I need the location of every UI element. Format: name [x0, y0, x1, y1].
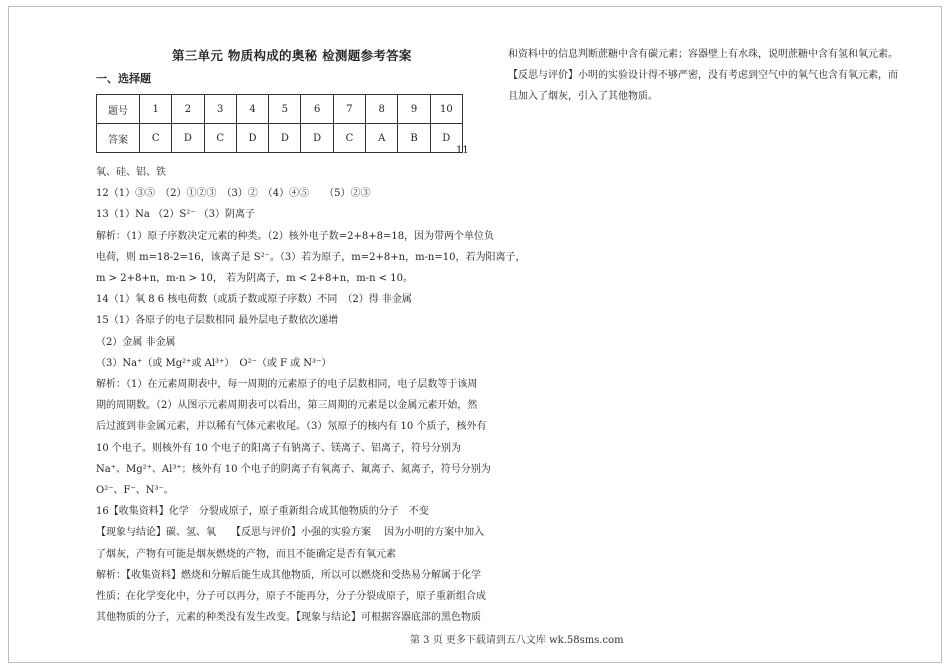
section-heading-choice: 一、选择题 — [96, 72, 151, 85]
text-line: 氧、硅、铝、铁 — [96, 167, 166, 178]
text-line: 和资料中的信息判断蔗糖中含有碳元素；容器壁上有水珠，说明蔗糖中含有氢和氧元素。 — [508, 49, 898, 60]
question-number: 6 — [301, 95, 333, 124]
text-line: 后过渡到非金属元素，并以稀有气体元素收尾。（3）氖原子的核内有 10 个质子，核外有 — [96, 421, 487, 433]
page-footer: 第 3 页 更多下载请到五八文库 wk.58sms.com — [410, 635, 624, 646]
answer-cell: D — [172, 124, 204, 153]
text-line: 解析：（1）在元素周期表中，每一周期的元素原子的电子层数相同，电子层数等于该周 — [96, 379, 478, 391]
text-line: 13（1）Na （2）S²⁻ （3）阴离子 — [96, 209, 256, 221]
row-header: 答案 — [97, 124, 140, 153]
text-line: 且加入了烟灰，引入了其他物质。 — [508, 91, 658, 103]
question-number: 4 — [236, 95, 268, 124]
text-line: 16【收集资料】化学 分裂成原子，原子重新组合成其他物质的分子 不变 — [96, 506, 429, 518]
answer-cell: A — [366, 124, 398, 153]
text-line: m > 2+8+n，m-n > 10， 若为阴离子，m < 2+8+n，m-n < 10。 — [96, 273, 413, 285]
answer-cell: D — [430, 124, 462, 153]
text-line: 10 个电子。则核外有 10 个电子的阳离子有钠离子、镁离子、铝离子，符号分别为 — [96, 442, 461, 454]
question-number: 2 — [172, 95, 204, 124]
text-line: 【现象与结论】碳、氢、氧 【反思与评价】小强的实验方案 因为小明的方案中加入 — [96, 527, 485, 539]
answer-cell: D — [269, 124, 301, 153]
answer-cell: D — [236, 124, 268, 153]
text-line: 了烟灰，产物有可能是烟灰燃烧的产物，而且不能确定是否有氧元素 — [96, 548, 396, 560]
text-line: 解析：【收集资料】燃烧和分解后能生成其他物质，所以可以燃烧和受热易分解属于化学 — [96, 569, 481, 581]
text-line: 其他物质的分子，元素的种类没有发生改变。【现象与结论】可根据容器底部的黑色物质 — [96, 612, 481, 624]
text-line: 15（1）各原子的电子层数相同 最外层电子数依次递增 — [96, 315, 339, 327]
text-line: 电荷，则 m=18-2=16，该离子是 S²⁻。（3）若为原子，m=2+8+n，m-n=10，若为阳离子， — [96, 251, 526, 263]
text-line: 14（1）氧 8 6 核电荷数（或质子数或原子序数）不同 （2）得 非金属 — [96, 294, 412, 306]
answer-cell: C — [140, 124, 172, 153]
answer-cell: B — [398, 124, 430, 153]
question-number: 3 — [204, 95, 236, 124]
question-number: 7 — [333, 95, 365, 124]
text-line: 12（1）③⑤ （2）①②③ （3）② （4）④⑤ （5）②③ — [96, 188, 371, 200]
answer-text-right-column — [508, 44, 898, 108]
text-line: 性质；在化学变化中，分子可以再分，原子不能再分，分子分裂成原子，原子重新组合成 — [96, 591, 486, 603]
question-number: 9 — [398, 95, 430, 124]
answer-cell: D — [301, 124, 333, 153]
row-header: 题号 — [97, 95, 140, 124]
text-line: 期的周期数。（2）从图示元素周期表可以看出，第三周期的元素是以金属元素开始，然 — [96, 400, 478, 412]
question-number: 1 — [140, 95, 172, 124]
text-line: O²⁻、F⁻、N³⁻。 — [96, 485, 174, 497]
question-number: 8 — [366, 95, 398, 124]
question-number-11: 11 — [456, 145, 469, 156]
question-number: 5 — [269, 95, 301, 124]
text-line: （3）Na⁺（或 Mg²⁺或 Al³⁺） O²⁻（或 F 或 N³⁻） — [96, 357, 332, 369]
table-row-numbers — [97, 95, 463, 124]
question-number: 10 — [430, 95, 462, 124]
text-line: （2）金属 非金属 — [96, 336, 176, 348]
text-line: 【反思与评价】小明的实验设计得不够严密，没有考虑到空气中的氧气也含有氧元素，而 — [508, 70, 898, 82]
text-line: Na⁺、Mg²⁺、Al³⁺；核外有 10 个电子的阴离子有氧离子、氟离子、氮离子，符号分别为 — [96, 463, 491, 475]
table-row-answers — [97, 124, 463, 153]
answer-text-left-column — [96, 162, 526, 628]
answer-table — [96, 94, 463, 153]
answer-cell: C — [204, 124, 236, 153]
answer-cell: C — [333, 124, 365, 153]
page-title: 第三单元 物质构成的奥秘 检测题参考答案 — [172, 48, 412, 63]
text-line: 解析：（1）原子序数决定元素的种类。（2）核外电子数=2+8+8=18，因为带两个单位负 — [96, 230, 495, 242]
